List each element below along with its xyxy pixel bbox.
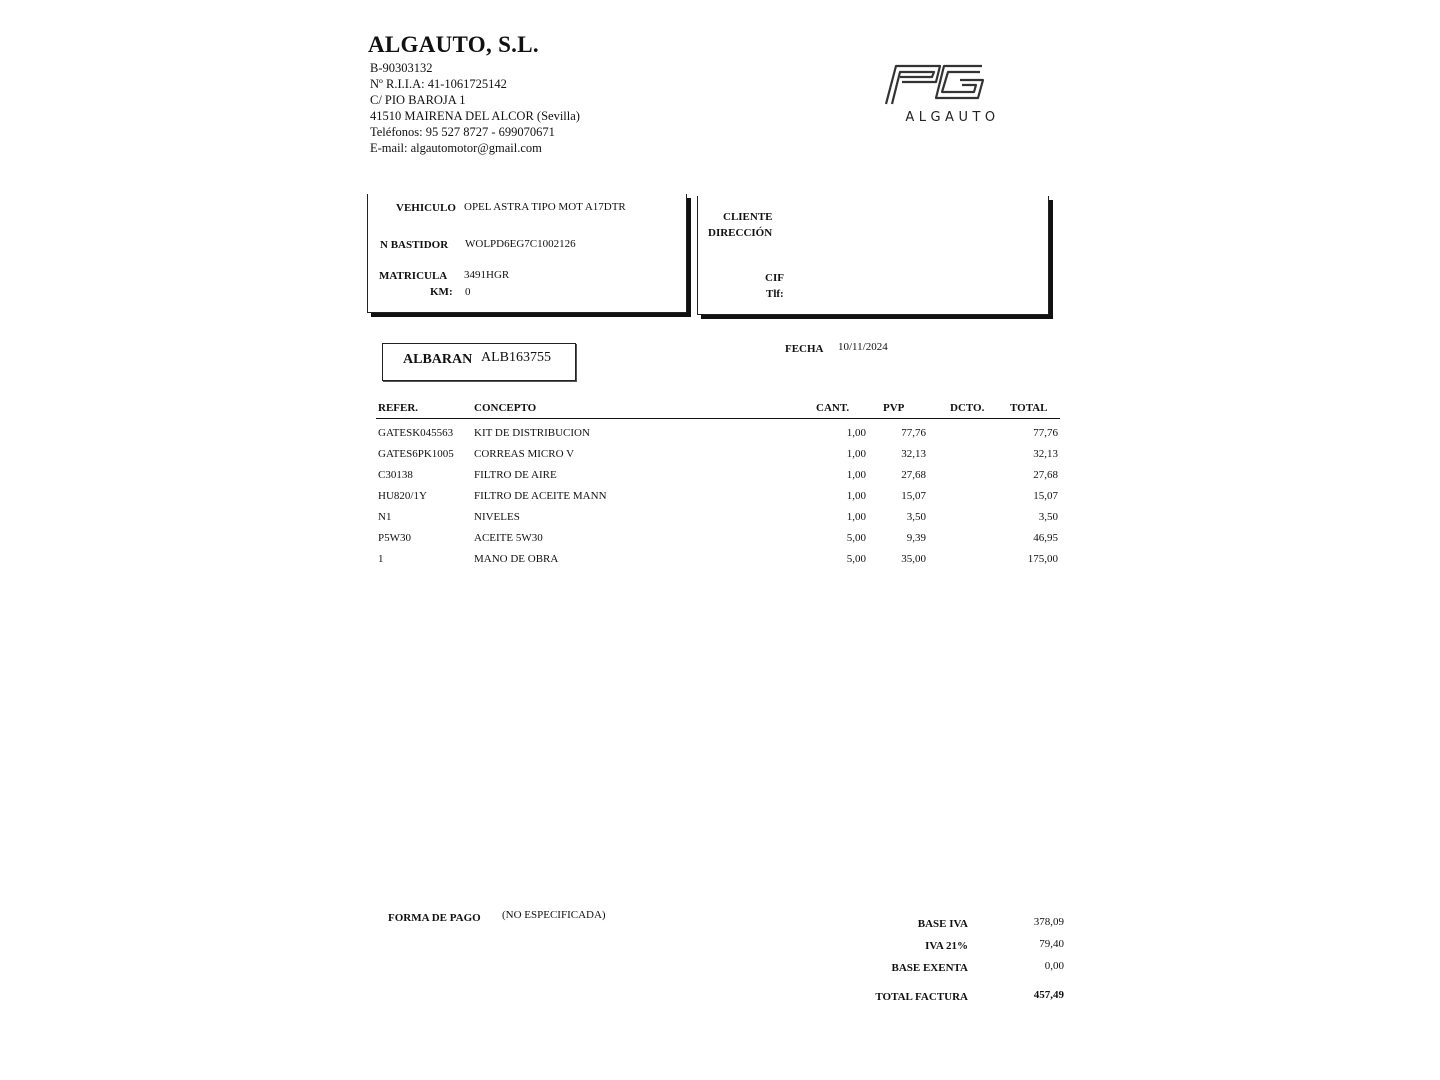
base-exenta-label: BASE EXENTA (891, 962, 968, 974)
row-concepto: NIVELES (474, 511, 520, 523)
table-row (0, 490, 1440, 511)
row-pvp: 15,07 (901, 490, 926, 502)
table-row (0, 469, 1440, 490)
table-row (0, 427, 1440, 448)
fecha-value: 10/11/2024 (838, 341, 888, 353)
bastidor-value: WOLPD6EG7C1002126 (465, 238, 576, 250)
row-pvp: 35,00 (901, 553, 926, 565)
company-cif: B-90303132 (370, 61, 433, 75)
row-cant: 5,00 (846, 532, 866, 544)
table-row (0, 553, 1440, 574)
header-cant: CANT. (816, 402, 850, 414)
row-concepto: MANO DE OBRA (474, 553, 559, 565)
row-cant: 5,00 (846, 553, 866, 565)
iva-value: 79,40 (1039, 938, 1064, 950)
albaran-label: ALBARAN (403, 352, 473, 367)
company-rila: Nº R.I.I.A: 41-1061725142 (370, 77, 507, 91)
total-factura-label: TOTAL FACTURA (875, 991, 968, 1003)
row-total: 15,07 (1033, 490, 1058, 502)
base-iva-value: 378,09 (1033, 916, 1064, 928)
table-row (0, 448, 1440, 469)
company-email: E-mail: algautomotor@gmail.com (370, 141, 542, 155)
company-street: C/ PIO BAROJA 1 (370, 93, 466, 107)
payment-value: (NO ESPECIFICADA) (502, 909, 606, 921)
base-exenta-value: 0,00 (1044, 960, 1064, 972)
row-pvp: 3,50 (906, 511, 926, 523)
company-city: 41510 MAIRENA DEL ALCOR (Sevilla) (370, 109, 580, 123)
row-cant: 1,00 (846, 427, 866, 439)
base-iva-label: BASE IVA (917, 918, 968, 930)
table-header-divider (376, 418, 1060, 419)
row-total: 77,76 (1033, 427, 1058, 439)
row-total: 46,95 (1033, 532, 1058, 544)
row-concepto: FILTRO DE AIRE (474, 469, 557, 481)
header-pvp: PVP (883, 402, 905, 414)
row-ref: GATESK045563 (378, 427, 454, 439)
row-concepto: FILTRO DE ACEITE MANN (474, 490, 607, 502)
row-pvp: 9,39 (906, 532, 926, 544)
row-cant: 1,00 (846, 448, 866, 460)
header-refer: REFER. (378, 402, 419, 414)
row-total: 27,68 (1033, 469, 1058, 481)
albaran-number: ALB163755 (481, 350, 551, 365)
direccion-label: DIRECCIÓN (708, 227, 773, 239)
row-cant: 1,00 (846, 469, 866, 481)
row-total: 32,13 (1033, 448, 1058, 460)
payment-label: FORMA DE PAGO (388, 912, 481, 924)
table-row (0, 511, 1440, 532)
row-total: 3,50 (1038, 511, 1058, 523)
km-label: KM: (430, 286, 453, 298)
tlf-label: Tlf: (766, 288, 784, 300)
matricula-value: 3491HGR (464, 269, 510, 281)
bastidor-label: N BASTIDOR (380, 239, 449, 251)
table-row (0, 532, 1440, 553)
iva-label: IVA 21% (925, 940, 968, 952)
total-factura-value: 457,49 (1033, 989, 1064, 1001)
vehiculo-value: OPEL ASTRA TIPO MOT A17DTR (464, 201, 626, 213)
row-concepto: CORREAS MICRO V (474, 448, 575, 460)
row-concepto: KIT DE DISTRIBUCION (474, 427, 590, 439)
cliente-label: CLIENTE (723, 211, 773, 223)
header-concepto: CONCEPTO (474, 402, 537, 414)
row-ref: N1 (378, 511, 392, 523)
row-ref: P5W30 (378, 532, 411, 544)
vehiculo-label: VEHICULO (396, 202, 456, 214)
row-concepto: ACEITE 5W30 (474, 532, 543, 544)
row-total: 175,00 (1027, 553, 1058, 565)
row-pvp: 27,68 (901, 469, 926, 481)
header-dcto: DCTO. (950, 402, 985, 414)
row-pvp: 32,13 (901, 448, 926, 460)
row-cant: 1,00 (846, 490, 866, 502)
matricula-label: MATRICULA (379, 270, 448, 282)
cif-label: CIF (765, 272, 784, 284)
row-cant: 1,00 (846, 511, 866, 523)
fecha-label: FECHA (785, 343, 824, 355)
row-ref: GATES6PK1005 (378, 448, 454, 460)
row-ref: C30138 (378, 469, 413, 481)
company-name: ALGAUTO, S.L. (368, 32, 539, 57)
company-phones: Teléfonos: 95 527 8727 - 699070671 (370, 125, 555, 139)
km-value: 0 (465, 286, 471, 298)
header-total: TOTAL (1010, 402, 1048, 414)
row-ref: HU820/1Y (378, 490, 427, 502)
row-pvp: 77,76 (901, 427, 926, 439)
logo-wordmark: ALGAUTO (905, 110, 1000, 125)
row-ref: 1 (378, 553, 384, 565)
